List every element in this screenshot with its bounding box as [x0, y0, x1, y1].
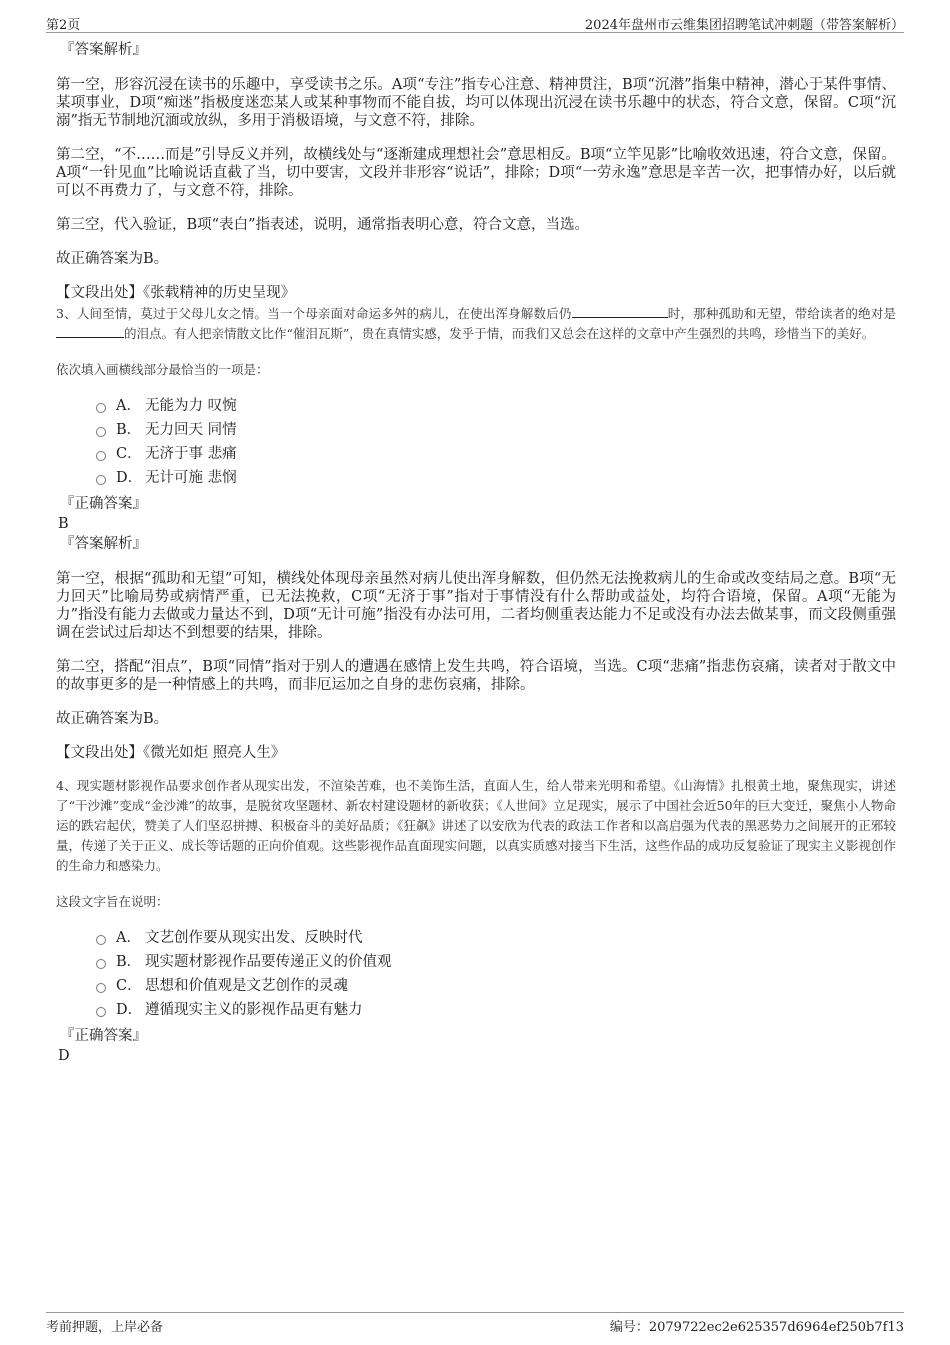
- q2-source: 【文段出处】《张载精神的历史呈现》: [56, 285, 296, 301]
- q3-blank-1: [572, 305, 668, 318]
- q3-blank-2: [56, 325, 124, 338]
- q3-final-answer: 故正确答案为B。: [56, 711, 169, 727]
- q4-option-d[interactable]: D． 遵循现实主义的影视作品更有魅力: [56, 998, 896, 1022]
- q2-analysis-para-1: 第一空，形容沉浸在读书的乐趣中，享受读书之乐。A项“专注”指专心注意、精神贯注，B项“沉潜”指集中精神，潜心于某件事情、某项事业，D项“痴迷”指极度迷恋某人或某种事物而不能自拔，均可以体现出沉浸在读书乐趣中的状态，符合文意，保留。C项“沉溺”指无节制地沉湎或放纵，多用于消极语境，与文意不符，排除。: [56, 77, 896, 129]
- q3-question-text: 3、人间至情，莫过于父母儿女之情。当一个母亲面对命运多舛的病儿，在使出浑身解数后仍 时，那种孤助和无望，带给读者的绝对是的泪点。有人把亲情散文比作“催泪瓦斯”，贵在真情实感，发乎于情，而我们又总会在这样的文章中产生强烈的共鸣，珍惜当下的美好。: [56, 306, 896, 341]
- q2-analysis-para-2: 第二空，“不……而是”引导反义并列，故横线处与“逐渐建成理想社会”意思相反。B项“立竿见影”比喻收效迅速，符合文意，保留。A项“一针见血”比喻说话直截了当，切中要害，文段并非形容“说话”，排除；D项“一劳永逸”意思是辛苦一次，把事情办好，以后就可以不再费力了，与文意不符，排除。: [56, 147, 896, 199]
- q4-prompt: 这段文字旨在说明：: [56, 894, 169, 909]
- q2-analysis-para-3: 第三空，代入验证，B项“表白”指表述，说明，通常指表明心意，符合文意，当选。: [56, 217, 589, 233]
- q3-option-d[interactable]: D． 无计可施 悲悯: [56, 466, 896, 490]
- q4-question-text: 4、现实题材影视作品要求创作者从现实出发，不渲染苦难，也不美饰生活，直面人生，给人带来光明和希望。《山海情》扎根黄土地，聚焦现实，讲述了“干沙滩”变成“金沙滩”的故事，是脱贫攻坚题材、新农村建设题材的新收获；《人世间》立足现实，展示了中国社会近50年的巨大变迁，聚焦小人物命运的跌宕起伏，赞美了人们坚忍拼搏、积极奋斗的美好品质；《狂飙》讲述了以安欣为代表的政法工作者和以高启强为代表的黑恶势力之间展开的正邪较量，传递了关于正义、成长等话题的正向价值观。这些影视作品直面现实问题，以真实质感对接当下生活，这些作品的成功反复验证了现实主义影视创作的生命力和感染力。: [56, 778, 896, 873]
- q4-options: [56, 926, 896, 1022]
- q3-option-c[interactable]: C． 无济于事 悲痛: [56, 442, 896, 466]
- q3-answer: B: [58, 516, 69, 532]
- q3-option-b[interactable]: B． 无力回天 同情: [56, 418, 896, 442]
- q3-options: [56, 394, 896, 490]
- document-title: 2024年盘州市云维集团招聘笔试冲刺题（带答案解析）: [584, 18, 904, 33]
- radio-icon[interactable]: [96, 475, 106, 485]
- q3-analysis-label: 『答案解析』: [60, 536, 147, 552]
- radio-icon[interactable]: [96, 959, 106, 969]
- q4-answer: D: [58, 1048, 70, 1064]
- radio-icon[interactable]: [96, 983, 106, 993]
- footer-slogan: 考前押题，上岸必备: [46, 1320, 164, 1335]
- radio-icon[interactable]: [96, 451, 106, 461]
- q4-option-b[interactable]: B． 现实题材影视作品要传递正义的价值观: [56, 950, 896, 974]
- radio-icon[interactable]: [96, 935, 106, 945]
- radio-icon[interactable]: [96, 403, 106, 413]
- page-number: 第2页: [46, 18, 81, 33]
- q3-analysis-para-1: 第一空，根据“孤助和无望”可知，横线处体现母亲虽然对病儿使出浑身解数，但仍然无法挽救病儿的生命或改变结局之意。B项“无力回天”比喻局势或病情严重，已无法挽救，C项“无济于事”指对于事情没有什么帮助或益处，均符合语境，保留。A项“无能为力”指没有能力去做或力量达不到，D项“无计可施”指没有办法可用，二者均侧重表达能力不足或没有办法去做某事，而文段侧重强调在尝试过后却达不到想要的结果，排除。: [56, 571, 896, 641]
- q2-final-answer: 故正确答案为B。: [56, 251, 169, 267]
- q4-option-a[interactable]: A． 文艺创作要从现实出发、反映时代: [56, 926, 896, 950]
- q3-source: 【文段出处】《微光如炬 照亮人生》: [56, 745, 286, 761]
- radio-icon[interactable]: [96, 1007, 106, 1017]
- page-header: [46, 12, 904, 33]
- document-body: [56, 40, 896, 1066]
- q3-prompt: 依次填入画横线部分最恰当的一项是：: [56, 362, 269, 377]
- q3-analysis-para-2: 第二空，搭配“泪点”，B项“同情”指对于别人的遭遇在感情上发生共鸣，符合语境，当选。C项“悲痛”指悲伤哀痛，读者对于散文中的故事更多的是一种情感上的共鸣，而非厄运加之自身的悲伤哀痛，排除。: [56, 659, 896, 693]
- q4-option-c[interactable]: C． 思想和价值观是文艺创作的灵魂: [56, 974, 896, 998]
- q4-answer-label: 『正确答案』: [60, 1028, 147, 1044]
- q2-analysis-label: 『答案解析』: [60, 42, 147, 58]
- document-id: 编号：2079722ec2e625357d6964ef250b7f13: [609, 1320, 904, 1335]
- q3-option-a[interactable]: A． 无能为力 叹惋: [56, 394, 896, 418]
- page-footer: [46, 1312, 904, 1333]
- q3-answer-label: 『正确答案』: [60, 496, 147, 512]
- radio-icon[interactable]: [96, 427, 106, 437]
